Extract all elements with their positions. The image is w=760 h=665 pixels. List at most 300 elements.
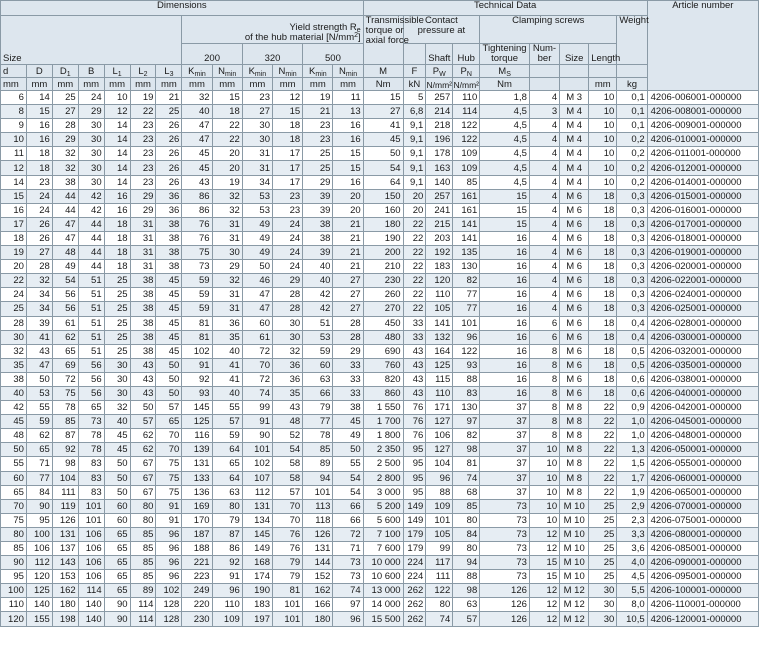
cell-PW: 111 xyxy=(426,570,453,584)
cell-N-320: 79 xyxy=(273,570,303,584)
cell-D: 28 xyxy=(26,260,52,274)
cell-K-320: 47 xyxy=(242,302,272,316)
cell-d: 75 xyxy=(1,513,27,527)
cell-L2: 23 xyxy=(130,161,156,175)
cell-weight: 1,5 xyxy=(617,457,647,471)
cell-L2: 29 xyxy=(130,203,156,217)
cell-screw-size: M 6 xyxy=(560,386,589,400)
col-K-320 xyxy=(242,65,272,78)
cell-L1: 65 xyxy=(104,556,130,570)
cell-N-500: 27 xyxy=(333,274,363,288)
cell-M: 15 500 xyxy=(363,612,403,626)
table-row xyxy=(1,471,759,485)
cell-L1: 14 xyxy=(104,175,130,189)
cell-L1: 14 xyxy=(104,119,130,133)
cell-article-number: 4206-032001-000000 xyxy=(647,344,758,358)
cell-d: 10 xyxy=(1,133,27,147)
cell-L1: 18 xyxy=(104,260,130,274)
cell-K-320: 190 xyxy=(242,584,272,598)
cell-K-320: 31 xyxy=(242,147,272,161)
cell-L3: 45 xyxy=(156,302,182,316)
cell-length: 18 xyxy=(589,358,617,372)
cell-PW: 140 xyxy=(426,175,453,189)
cell-PW: 96 xyxy=(426,471,453,485)
cell-K-320: 91 xyxy=(242,415,272,429)
cell-D1: 27 xyxy=(52,105,78,119)
cell-D1: 56 xyxy=(52,288,78,302)
cell-D: 27 xyxy=(26,246,52,260)
cell-MS: 16 xyxy=(480,372,530,386)
cell-length: 22 xyxy=(589,429,617,443)
cell-K-500: 63 xyxy=(303,372,333,386)
cell-D1: 28 xyxy=(52,119,78,133)
cell-L2: 62 xyxy=(130,443,156,457)
cell-D1: 38 xyxy=(52,175,78,189)
cell-MS: 37 xyxy=(480,443,530,457)
cell-F: 20 xyxy=(403,203,426,217)
cell-D1: 92 xyxy=(52,443,78,457)
cell-B: 56 xyxy=(78,372,104,386)
cell-B: 30 xyxy=(78,147,104,161)
table-row xyxy=(1,570,759,584)
col-N-500-sub: min xyxy=(345,71,358,78)
cell-L1: 14 xyxy=(104,147,130,161)
cell-K-200: 59 xyxy=(182,302,212,316)
cell-K-320: 183 xyxy=(242,598,272,612)
cell-PW: 192 xyxy=(426,246,453,260)
cell-N-320: 36 xyxy=(273,372,303,386)
cell-L2: 38 xyxy=(130,330,156,344)
cell-F: 179 xyxy=(403,527,426,541)
cell-L1: 45 xyxy=(104,443,130,457)
cell-N-500: 29 xyxy=(333,344,363,358)
cell-K-200: 220 xyxy=(182,598,212,612)
cell-MS: 73 xyxy=(480,570,530,584)
cell-K-200: 76 xyxy=(182,217,212,231)
cell-F: 262 xyxy=(403,612,426,626)
col-F: F xyxy=(403,65,426,78)
cell-B: 44 xyxy=(78,246,104,260)
cell-article-number: 4206-080001-000000 xyxy=(647,527,758,541)
cell-N-500: 13 xyxy=(333,105,363,119)
cell-F: 224 xyxy=(403,556,426,570)
cell-K-320: 102 xyxy=(242,457,272,471)
cell-F: 33 xyxy=(403,330,426,344)
cell-N-200: 32 xyxy=(212,203,242,217)
cell-N-200: 64 xyxy=(212,443,242,457)
cell-number: 4 xyxy=(529,217,559,231)
cell-M: 1 550 xyxy=(363,401,403,415)
cell-L2: 23 xyxy=(130,119,156,133)
cell-K-320: 197 xyxy=(242,612,272,626)
cell-N-500: 15 xyxy=(333,161,363,175)
cell-N-500: 73 xyxy=(333,556,363,570)
cell-PW: 183 xyxy=(426,260,453,274)
cell-d: 40 xyxy=(1,386,27,400)
cell-length: 22 xyxy=(589,415,617,429)
cell-D1: 85 xyxy=(52,415,78,429)
cell-screw-size: M 8 xyxy=(560,401,589,415)
cell-D: 62 xyxy=(26,429,52,443)
cell-L2: 85 xyxy=(130,570,156,584)
cell-M: 230 xyxy=(363,274,403,288)
cell-article-number: 4206-048001-000000 xyxy=(647,429,758,443)
cell-D1: 143 xyxy=(52,556,78,570)
cell-K-200: 131 xyxy=(182,457,212,471)
cell-K-200: 249 xyxy=(182,584,212,598)
col-N-200-sub: min xyxy=(224,71,237,78)
cell-length: 18 xyxy=(589,260,617,274)
cell-D: 120 xyxy=(26,570,52,584)
unit-PN: N/mm² xyxy=(453,78,480,91)
cell-D: 24 xyxy=(26,189,52,203)
cell-number: 8 xyxy=(529,372,559,386)
cell-L2: 23 xyxy=(130,133,156,147)
cell-B: 51 xyxy=(78,302,104,316)
cell-K-320: 31 xyxy=(242,161,272,175)
cell-weight: 2,9 xyxy=(617,499,647,513)
cell-number: 10 xyxy=(529,485,559,499)
cell-K-200: 32 xyxy=(182,91,212,105)
cell-number: 4 xyxy=(529,175,559,189)
cell-K-320: 30 xyxy=(242,133,272,147)
table-row xyxy=(1,598,759,612)
cell-weight: 0,2 xyxy=(617,133,647,147)
cell-D: 18 xyxy=(26,161,52,175)
cell-F: 76 xyxy=(403,401,426,415)
cell-number: 15 xyxy=(529,570,559,584)
cell-N-500: 16 xyxy=(333,119,363,133)
cell-MS: 15 xyxy=(480,189,530,203)
cell-d: 9 xyxy=(1,119,27,133)
cell-length: 18 xyxy=(589,217,617,231)
cell-PW: 122 xyxy=(426,584,453,598)
cell-M: 45 xyxy=(363,133,403,147)
cell-d: 95 xyxy=(1,570,27,584)
cell-B: 30 xyxy=(78,175,104,189)
col-blank-weight xyxy=(617,65,647,78)
cell-F: 95 xyxy=(403,457,426,471)
cell-PN: 74 xyxy=(453,471,480,485)
cell-article-number: 4206-025001-000000 xyxy=(647,302,758,316)
cell-L1: 60 xyxy=(104,513,130,527)
cell-number: 4 xyxy=(529,189,559,203)
cell-length: 18 xyxy=(589,274,617,288)
cell-N-500: 11 xyxy=(333,91,363,105)
col-MS-sub: S xyxy=(506,71,511,78)
col-L3-sub: 3 xyxy=(169,71,174,78)
col-K-500-main: K xyxy=(309,66,316,77)
cell-number: 4 xyxy=(529,231,559,245)
cell-D: 53 xyxy=(26,386,52,400)
cell-K-500: 38 xyxy=(303,217,333,231)
table-row xyxy=(1,288,759,302)
col-N-200 xyxy=(212,65,242,78)
cell-L3: 128 xyxy=(156,612,182,626)
cell-L3: 102 xyxy=(156,584,182,598)
cell-L2: 67 xyxy=(130,471,156,485)
cell-K-200: 136 xyxy=(182,485,212,499)
cell-length: 22 xyxy=(589,443,617,457)
cell-weight: 0,5 xyxy=(617,344,647,358)
cell-N-500: 33 xyxy=(333,358,363,372)
cell-weight: 0,1 xyxy=(617,91,647,105)
cell-K-320: 90 xyxy=(242,429,272,443)
cell-number: 3 xyxy=(529,105,559,119)
cell-PN: 141 xyxy=(453,217,480,231)
cell-B: 29 xyxy=(78,105,104,119)
cell-F: 5 xyxy=(403,91,426,105)
cell-B: 140 xyxy=(78,598,104,612)
cell-N-500: 27 xyxy=(333,302,363,316)
cell-length: 25 xyxy=(589,556,617,570)
cell-length: 18 xyxy=(589,302,617,316)
cell-PW: 163 xyxy=(426,161,453,175)
cell-L2: 38 xyxy=(130,274,156,288)
cell-K-320: 53 xyxy=(242,189,272,203)
cell-screw-size: M 10 xyxy=(560,499,589,513)
unit-N-200: mm xyxy=(212,78,242,91)
cell-B: 101 xyxy=(78,499,104,513)
unit-length: mm xyxy=(589,78,617,91)
cell-PW: 106 xyxy=(426,429,453,443)
cell-N-500: 28 xyxy=(333,330,363,344)
cell-PN: 57 xyxy=(453,612,480,626)
cell-K-200: 188 xyxy=(182,542,212,556)
cell-D: 26 xyxy=(26,231,52,245)
size-label: Size xyxy=(3,53,22,64)
cell-K-500: 38 xyxy=(303,231,333,245)
cell-number: 8 xyxy=(529,429,559,443)
cell-length: 18 xyxy=(589,231,617,245)
cell-MS: 16 xyxy=(480,358,530,372)
col-blank-length xyxy=(589,65,617,78)
table-row xyxy=(1,386,759,400)
cell-D1: 104 xyxy=(52,471,78,485)
cell-screw-size: M 4 xyxy=(560,133,589,147)
cell-D: 34 xyxy=(26,288,52,302)
cell-MS: 37 xyxy=(480,415,530,429)
cell-d: 32 xyxy=(1,344,27,358)
cell-K-320: 49 xyxy=(242,217,272,231)
cell-D1: 54 xyxy=(52,274,78,288)
cell-K-320: 134 xyxy=(242,513,272,527)
cell-F: 179 xyxy=(403,542,426,556)
col-K-320-sub: min xyxy=(254,71,267,78)
cell-N-200: 30 xyxy=(212,246,242,260)
cell-article-number: 4206-055001-000000 xyxy=(647,457,758,471)
cell-F: 9,1 xyxy=(403,161,426,175)
table-row xyxy=(1,133,759,147)
cell-M: 15 xyxy=(363,91,403,105)
col-B: B xyxy=(78,65,104,78)
col-N-320-main: N xyxy=(278,66,286,77)
col-K-500 xyxy=(303,65,333,78)
cell-K-320: 70 xyxy=(242,358,272,372)
table-header xyxy=(1,1,759,91)
cell-weight: 10,5 xyxy=(617,612,647,626)
cell-L1: 50 xyxy=(104,471,130,485)
table-row xyxy=(1,372,759,386)
cell-N-320: 76 xyxy=(273,527,303,541)
cell-N-200: 40 xyxy=(212,344,242,358)
cell-length: 25 xyxy=(589,542,617,556)
cell-B: 78 xyxy=(78,429,104,443)
cell-PN: 77 xyxy=(453,302,480,316)
cell-N-320: 79 xyxy=(273,556,303,570)
contact-2: pressure at xyxy=(417,25,466,36)
col-blank-size xyxy=(560,65,589,78)
cell-article-number: 4206-017001-000000 xyxy=(647,217,758,231)
table-row xyxy=(1,457,759,471)
cell-F: 9,1 xyxy=(403,133,426,147)
cell-PW: 257 xyxy=(426,189,453,203)
cell-B: 56 xyxy=(78,358,104,372)
cell-N-500: 66 xyxy=(333,499,363,513)
cell-K-320: 23 xyxy=(242,91,272,105)
unit-PW: N/mm² xyxy=(426,78,453,91)
cell-PN: 114 xyxy=(453,105,480,119)
cell-N-200: 64 xyxy=(212,471,242,485)
cell-F: 22 xyxy=(403,288,426,302)
cell-M: 270 xyxy=(363,302,403,316)
cell-L1: 14 xyxy=(104,161,130,175)
cell-screw-size: M 4 xyxy=(560,119,589,133)
cell-weight: 5,5 xyxy=(617,584,647,598)
cell-L1: 14 xyxy=(104,133,130,147)
col-N-500-main: N xyxy=(338,66,346,77)
cell-D: 23 xyxy=(26,175,52,189)
cell-F: 95 xyxy=(403,485,426,499)
cell-PW: 117 xyxy=(426,556,453,570)
cell-PW: 132 xyxy=(426,330,453,344)
cell-N-200: 32 xyxy=(212,274,242,288)
unit-K-200: mm xyxy=(182,78,212,91)
cell-L1: 40 xyxy=(104,415,130,429)
col-L1 xyxy=(104,65,130,78)
cell-L1: 25 xyxy=(104,302,130,316)
cell-D1: 119 xyxy=(52,499,78,513)
cell-K-500: 126 xyxy=(303,527,333,541)
cell-N-320: 30 xyxy=(273,330,303,344)
cell-article-number: 4206-018001-000000 xyxy=(647,231,758,245)
cell-K-320: 34 xyxy=(242,175,272,189)
cell-L1: 30 xyxy=(104,372,130,386)
table-row xyxy=(1,358,759,372)
cell-weight: 0,6 xyxy=(617,386,647,400)
cell-N-200: 40 xyxy=(212,386,242,400)
table-row xyxy=(1,584,759,598)
cell-L3: 45 xyxy=(156,274,182,288)
cell-PN: 84 xyxy=(453,527,480,541)
cell-PW: 105 xyxy=(426,527,453,541)
cell-screw-size: M 12 xyxy=(560,598,589,612)
table-row xyxy=(1,330,759,344)
table-row xyxy=(1,274,759,288)
cell-F: 76 xyxy=(403,415,426,429)
table-row xyxy=(1,302,759,316)
cell-L3: 50 xyxy=(156,386,182,400)
cell-L2: 114 xyxy=(130,598,156,612)
cell-PW: 110 xyxy=(426,386,453,400)
cell-B: 106 xyxy=(78,527,104,541)
cell-N-500: 16 xyxy=(333,175,363,189)
table-row xyxy=(1,260,759,274)
cell-number: 8 xyxy=(529,415,559,429)
cell-article-number: 4206-011001-000000 xyxy=(647,147,758,161)
cell-screw-size: M 4 xyxy=(560,105,589,119)
cell-D: 18 xyxy=(26,147,52,161)
cell-d: 35 xyxy=(1,358,27,372)
cell-D: 95 xyxy=(26,513,52,527)
cell-L3: 91 xyxy=(156,499,182,513)
cell-B: 101 xyxy=(78,513,104,527)
cell-length: 10 xyxy=(589,91,617,105)
cell-N-200: 18 xyxy=(212,105,242,119)
cell-screw-size: M 6 xyxy=(560,330,589,344)
cell-MS: 126 xyxy=(480,612,530,626)
cell-number: 4 xyxy=(529,133,559,147)
cell-N-320: 23 xyxy=(273,189,303,203)
cell-weight: 0,3 xyxy=(617,302,647,316)
dimensions-header: Dimensions xyxy=(1,1,364,16)
cell-N-320: 23 xyxy=(273,203,303,217)
cell-M: 27 xyxy=(363,105,403,119)
cell-N-320: 18 xyxy=(273,133,303,147)
yield-strength-sub: e xyxy=(356,27,361,34)
cell-N-320: 30 xyxy=(273,316,303,330)
cell-PW: 127 xyxy=(426,415,453,429)
cell-N-200: 96 xyxy=(212,584,242,598)
cell-MS: 4,5 xyxy=(480,133,530,147)
cell-L1: 18 xyxy=(104,231,130,245)
cell-L2: 50 xyxy=(130,401,156,415)
cell-B: 78 xyxy=(78,443,104,457)
cell-length: 25 xyxy=(589,527,617,541)
cell-N-500: 97 xyxy=(333,598,363,612)
cell-L1: 18 xyxy=(104,246,130,260)
cell-F: 20 xyxy=(403,189,426,203)
cell-MS: 16 xyxy=(480,386,530,400)
cell-K-500: 59 xyxy=(303,344,333,358)
cell-K-200: 47 xyxy=(182,119,212,133)
cell-M: 180 xyxy=(363,217,403,231)
cell-F: 76 xyxy=(403,429,426,443)
cell-N-320: 18 xyxy=(273,119,303,133)
cell-MS: 4,5 xyxy=(480,161,530,175)
cell-K-500: 162 xyxy=(303,584,333,598)
cell-d: 80 xyxy=(1,527,27,541)
cell-weight: 0,4 xyxy=(617,316,647,330)
col-K-200-main: K xyxy=(188,66,195,77)
cell-N-200: 80 xyxy=(212,499,242,513)
cell-M: 200 xyxy=(363,246,403,260)
cell-K-200: 59 xyxy=(182,274,212,288)
cell-screw-size: M 8 xyxy=(560,415,589,429)
cell-MS: 73 xyxy=(480,556,530,570)
cell-K-320: 72 xyxy=(242,372,272,386)
cell-N-200: 35 xyxy=(212,330,242,344)
cell-N-500: 28 xyxy=(333,316,363,330)
cell-length: 18 xyxy=(589,372,617,386)
cell-K-500: 42 xyxy=(303,302,333,316)
cell-d: 24 xyxy=(1,288,27,302)
cell-K-200: 45 xyxy=(182,147,212,161)
cell-K-500: 85 xyxy=(303,443,333,457)
cell-L1: 25 xyxy=(104,288,130,302)
yield-320-header: 320 xyxy=(242,44,302,65)
cell-N-200: 63 xyxy=(212,485,242,499)
